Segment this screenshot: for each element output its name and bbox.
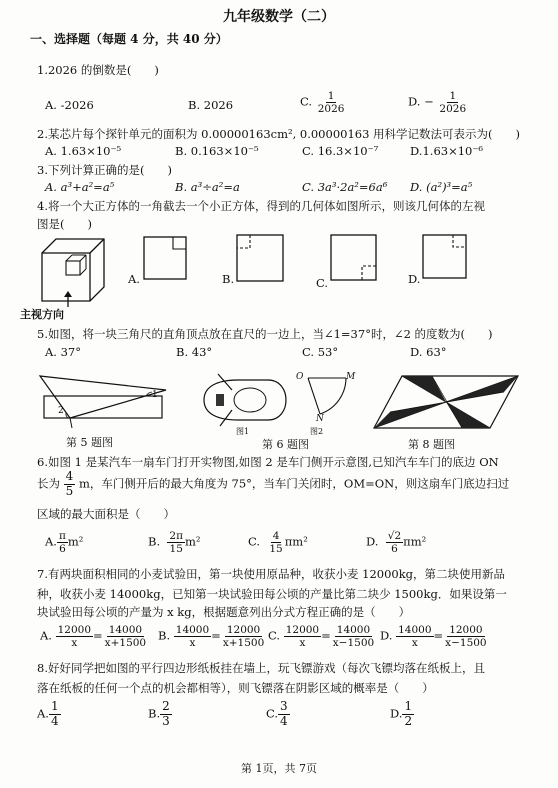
option-label: A. <box>37 706 49 721</box>
q2-option-d: D.1.63×10⁻⁶ <box>410 144 484 158</box>
option-label: D. <box>366 534 379 549</box>
fraction-denominator: 2026 <box>439 103 467 116</box>
fig6-point-n: N <box>316 414 324 424</box>
fraction-denominator: 6 <box>59 543 66 556</box>
option-label: B. <box>148 534 161 549</box>
fraction-denominator: x <box>299 637 306 650</box>
q4-option-a-label: A. <box>128 272 140 286</box>
q8-option-d <box>390 700 414 729</box>
q3-option-c: C. 3a³·2a²=6a⁶ <box>302 180 388 194</box>
q7-option-b <box>158 624 266 649</box>
fraction-numerator: 1 <box>449 90 457 102</box>
option-fraction <box>386 530 403 555</box>
fig5-angle2-label: 2 <box>58 406 64 416</box>
q6-line2-prefix: 长为 <box>37 476 60 491</box>
q4-option-d-label: D. <box>408 272 421 286</box>
page-title: 九年级数学（二） <box>223 9 335 25</box>
q5-option-d: D. 63° <box>410 345 447 359</box>
option-fraction <box>57 530 68 555</box>
option-unit: m² <box>67 534 84 549</box>
option-fraction <box>402 700 414 729</box>
q1-option-c-label: C. <box>300 94 313 109</box>
option-unit: m² <box>185 534 201 549</box>
q8-option-b <box>148 700 172 729</box>
fraction-numerator: 14000 <box>398 624 432 636</box>
fraction-denominator: x−1500 <box>445 637 487 650</box>
q4-option-c-view <box>330 234 378 282</box>
q6-option-d <box>366 530 426 555</box>
fraction-denominator: x+1500 <box>104 637 147 650</box>
fig6-sub2-label: 图2 <box>310 427 324 436</box>
fraction-denominator: 15 <box>269 543 283 556</box>
q8-line1: 8.好好同学把如图的平行四边形纸板挂在墙上，玩飞镖游戏（每次飞镖均落在纸板上，且 <box>37 661 485 675</box>
q1-option-d-fraction <box>437 90 468 115</box>
option-label: B. <box>148 706 161 721</box>
q8-option-a <box>37 700 61 729</box>
q5-option-b: B. 43° <box>176 345 213 359</box>
q8-line2: 落在纸板的任何一个点的机会都相等），则飞镖落在阴影区域的概率是（ ） <box>37 681 434 695</box>
q4-option-d-view <box>422 234 468 280</box>
q4-option-b-view <box>236 234 286 282</box>
q6-line2 <box>37 470 509 499</box>
q7-line2: 种，收获小麦 14000kg，已知第一块试验田每公顷的产量比第二块少 1500kg．如果设第一 <box>37 587 507 601</box>
option-unit: πm² <box>403 534 427 549</box>
fraction-numerator: 12000 <box>226 624 261 636</box>
fig5-angle1-label: 1 <box>152 390 158 400</box>
fig8-caption: 第 8 题图 <box>408 438 455 451</box>
fraction-numerator: 1 <box>327 90 335 102</box>
fig6-car-door-photo <box>198 372 288 427</box>
left-fraction <box>56 624 93 649</box>
q8-option-c <box>266 700 290 729</box>
q6-length-fraction <box>64 470 76 499</box>
q6-option-b <box>148 530 201 555</box>
fraction-denominator: 3 <box>162 713 170 728</box>
fraction-denominator: x <box>189 637 196 650</box>
fraction-denominator: 2 <box>404 713 413 728</box>
option-label: C. <box>248 534 261 549</box>
fraction-numerator: 12000 <box>57 624 92 636</box>
left-fraction <box>174 624 211 649</box>
fraction-denominator: 2026 <box>317 103 345 116</box>
q5-option-a: A. 37° <box>45 345 81 359</box>
fig6-sub1-label: 图1 <box>236 427 250 436</box>
q1-option-b: B. 2026 <box>188 98 234 112</box>
option-label: D. <box>390 706 403 721</box>
q1-option-c <box>300 90 346 115</box>
fraction-numerator: √2 <box>387 530 402 542</box>
option-label: A. <box>45 534 57 549</box>
fraction-denominator: 6 <box>391 543 398 556</box>
page-footer: 第 1页，共 7页 <box>241 762 317 775</box>
option-fraction <box>160 700 172 729</box>
option-fraction <box>167 530 185 555</box>
q3-option-a: A. a³+a²=a⁵ <box>45 180 115 194</box>
option-label: C. <box>266 706 279 721</box>
fig6-point-o: O <box>296 372 304 382</box>
q5-stem: 5.如图，将一块三角尺的直角顶点放在直尺的一边上，当∠1=37°时，∠2 的度数为( ) <box>37 327 493 341</box>
q6-line2-suffix: m，车门侧开后的最大角度为 75°，当车门关闭时，OM=ON，则这扇车门底边扫过 <box>78 476 510 491</box>
q2-option-a: A. 1.63×10⁻⁵ <box>45 144 122 158</box>
q1-option-d <box>408 90 468 115</box>
q4-option-b-label: B. <box>222 272 235 286</box>
fraction-numerator: 2π <box>169 530 184 542</box>
q3-stem: 3.下列计算正确的是( ) <box>37 163 172 177</box>
q6-line1: 6.如图 1 是某汽车一扇车门打开实物图,如图 2 是车门侧开示意图,已知汽车车门的底边 ON <box>37 455 499 469</box>
q3-option-d: D. (a²)³=a⁵ <box>410 180 473 194</box>
equals-sign: = <box>211 628 221 643</box>
fraction-numerator: 3 <box>280 699 288 713</box>
fraction-numerator: 14000 <box>175 624 210 636</box>
option-label: A. <box>40 628 52 643</box>
q5-option-c: C. 53° <box>302 345 339 359</box>
q7-option-d <box>380 624 489 649</box>
q6-option-c <box>248 530 308 555</box>
option-label: D. <box>380 628 393 643</box>
fraction-numerator: 4 <box>65 469 74 483</box>
q6-line3: 区域的最大面积是（ ） <box>37 507 175 521</box>
q1-option-d-label: D. − <box>408 94 434 109</box>
fraction-denominator: 15 <box>169 543 183 556</box>
right-fraction <box>221 624 266 649</box>
option-fraction <box>278 700 290 729</box>
q2-option-b: B. 0.163×10⁻⁵ <box>175 144 259 158</box>
q7-option-a <box>40 624 148 649</box>
q2-option-c: C. 16.3×10⁻⁷ <box>302 144 379 158</box>
q7-option-c <box>268 624 376 649</box>
section-heading: 一、选择题（每题 4 分，共 40 分） <box>30 32 228 46</box>
fig6-caption: 第 6 题图 <box>262 438 309 451</box>
fig5-ruler-triangle <box>38 372 168 430</box>
right-fraction <box>331 624 376 649</box>
fraction-numerator: 2 <box>162 699 170 713</box>
fraction-denominator: 5 <box>65 483 74 498</box>
fraction-denominator: x <box>71 637 78 650</box>
option-label: C. <box>268 628 281 643</box>
left-fraction <box>284 624 321 649</box>
q6-option-a <box>45 530 83 555</box>
option-unit: πm² <box>284 534 308 549</box>
fraction-denominator: x−1500 <box>332 637 375 650</box>
fig5-caption: 第 5 题图 <box>66 436 113 449</box>
fraction-denominator: 4 <box>50 713 59 728</box>
q4-stem-line2: 图是( ) <box>37 217 92 231</box>
q7-line1: 7.有两块面积相同的小麦试验田，第一块使用原品种，收获小麦 12000kg，第二块使用新品 <box>37 567 506 581</box>
q1-stem: 1.2026 的倒数是( ) <box>37 63 159 77</box>
q1-option-a: A. -2026 <box>45 98 94 112</box>
q4-option-c-label: C. <box>316 276 329 290</box>
fraction-denominator: x+1500 <box>222 637 265 650</box>
fraction-numerator: 1 <box>404 699 413 713</box>
q4-stem-line1: 4.将一个大正方体的一角截去一个小正方体，得到的几何体如图所示，则该几何体的左视 <box>37 199 485 213</box>
q7-line3: 块试验田每公顷的产量为 x kg，根据题意列出分式方程正确的是（ ） <box>37 605 411 619</box>
right-fraction <box>103 624 148 649</box>
q4-option-a-view <box>143 236 188 281</box>
fraction-numerator: 12000 <box>449 624 483 636</box>
option-fraction <box>267 530 284 555</box>
q2-stem: 2.某芯片每个探针单元的面积为 0.00000163cm², 0.00000163 用科学记数法可表示为( ) <box>37 127 521 141</box>
right-fraction <box>443 624 488 649</box>
fraction-denominator: 4 <box>280 713 288 728</box>
q4-view-direction-label: 主视方向 <box>20 308 64 321</box>
fraction-numerator: 14000 <box>336 624 371 636</box>
equals-sign: = <box>433 628 444 643</box>
fig8-parallelogram <box>372 372 522 432</box>
fraction-numerator: 14000 <box>108 624 143 636</box>
fraction-numerator: 12000 <box>285 624 320 636</box>
fig6-point-m: M <box>346 372 356 382</box>
fraction-numerator: π <box>58 530 66 542</box>
fraction-denominator: x <box>411 637 418 650</box>
option-fraction <box>49 700 61 729</box>
option-label: B. <box>158 628 171 643</box>
left-fraction <box>396 624 433 649</box>
fraction-numerator: 1 <box>50 699 59 713</box>
q1-option-c-fraction <box>316 90 347 115</box>
q4-solid-figure <box>38 235 108 305</box>
equals-sign: = <box>93 628 103 643</box>
fraction-numerator: 4 <box>272 530 280 542</box>
q3-option-b: B. a³÷a²=a <box>175 180 240 194</box>
equals-sign: = <box>321 628 331 643</box>
